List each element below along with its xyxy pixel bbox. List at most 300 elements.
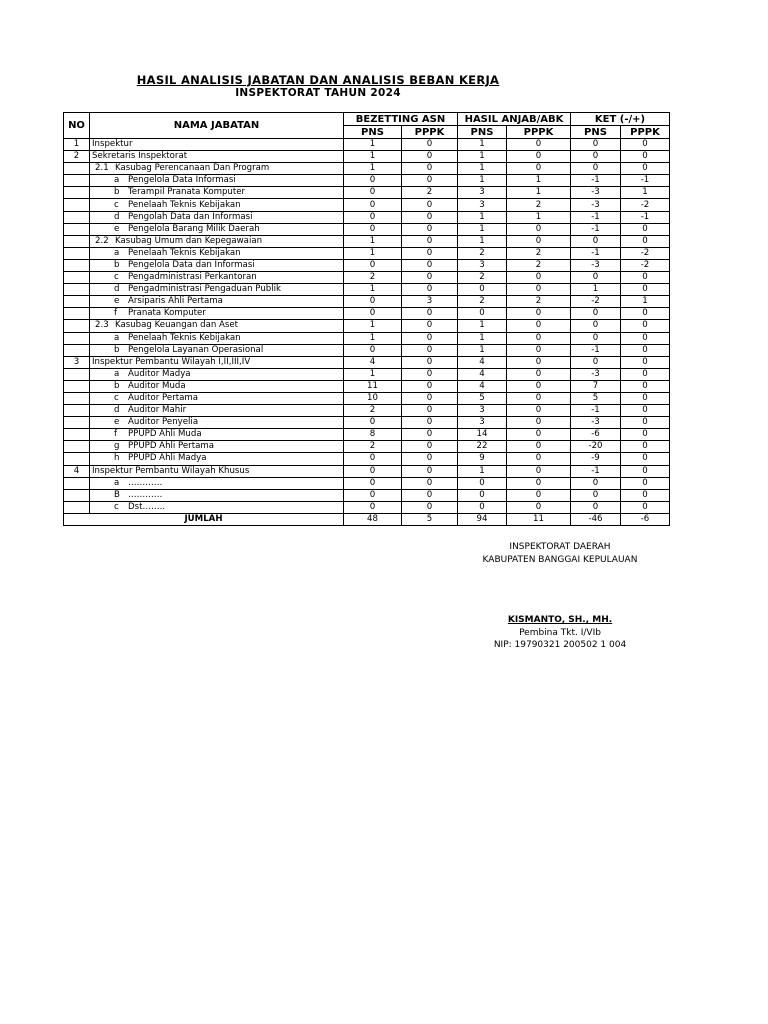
cell-hasil-pppk: 0 <box>507 489 571 501</box>
cell-ket-pns: 0 <box>571 320 621 332</box>
cell-ket-pppk: 0 <box>621 453 670 465</box>
position-name: Penelaah Teknis Kebijakan <box>128 199 241 210</box>
cell-ket-pppk: 0 <box>621 477 670 489</box>
cell-ket-pppk: 0 <box>621 235 670 247</box>
cell-bezetting-pns: 4 <box>344 356 402 368</box>
table-row <box>64 235 670 247</box>
header-hasil: HASIL ANJAB/ABK <box>458 113 571 126</box>
cell-hasil-pns: 1 <box>458 223 507 235</box>
position-name: ………… <box>128 489 163 500</box>
position-name-cell <box>90 405 344 417</box>
row-number <box>64 296 90 308</box>
cell-ket-pns: 0 <box>571 477 621 489</box>
position-name-cell <box>90 465 344 477</box>
header-ket-pppk: PPPK <box>621 126 670 139</box>
cell-bezetting-pns: 1 <box>344 139 402 151</box>
header-bezetting-pppk: PPPK <box>402 126 458 139</box>
cell-bezetting-pns: 10 <box>344 392 402 404</box>
cell-ket-pns: 0 <box>571 272 621 284</box>
cell-hasil-pppk: 0 <box>507 151 571 163</box>
position-name-cell <box>90 175 344 187</box>
position-name: Terampil Pranata Komputer <box>128 187 246 198</box>
position-name: Pengadministrasi Pengaduan Publik <box>128 284 281 295</box>
position-name-cell <box>90 247 344 259</box>
cell-bezetting-pppk: 0 <box>402 465 458 477</box>
position-code: 2.1 <box>95 163 109 174</box>
document-subtitle: INSPEKTORAT TAHUN 2024 <box>235 87 401 99</box>
position-name: PPUPD Ahli Muda <box>128 429 202 440</box>
document-title-text: HASIL ANALISIS JABATAN DAN ANALISIS BEBAN KERJA <box>136 73 500 87</box>
position-name-cell <box>90 392 344 404</box>
table-row <box>64 332 670 344</box>
position-code: b <box>114 187 120 198</box>
cell-hasil-pns: 1 <box>458 139 507 151</box>
cell-bezetting-pppk: 0 <box>402 320 458 332</box>
position-name-cell <box>90 344 344 356</box>
position-name: Dst…….. <box>128 501 166 512</box>
cell-hasil-pppk: 0 <box>507 308 571 320</box>
cell-bezetting-pppk: 0 <box>402 380 458 392</box>
header-ket: KET (-/+) <box>571 113 670 126</box>
cell-bezetting-pns: 0 <box>344 417 402 429</box>
table-row <box>64 380 670 392</box>
cell-hasil-pns: 0 <box>458 501 507 513</box>
cell-bezetting-pns: 0 <box>344 344 402 356</box>
cell-bezetting-pppk: 0 <box>402 284 458 296</box>
cell-hasil-pppk: 0 <box>507 344 571 356</box>
row-number <box>64 211 90 223</box>
table-row <box>64 344 670 356</box>
cell-hasil-pppk: 0 <box>507 417 571 429</box>
cell-hasil-pppk: 0 <box>507 405 571 417</box>
row-number <box>64 163 90 175</box>
cell-ket-pns: -2 <box>571 296 621 308</box>
cell-hasil-pppk: 0 <box>507 139 571 151</box>
cell-hasil-pppk: 2 <box>507 259 571 271</box>
row-number <box>64 477 90 489</box>
cell-hasil-pns: 1 <box>458 320 507 332</box>
cell-bezetting-pppk: 0 <box>402 223 458 235</box>
cell-ket-pns: -1 <box>571 175 621 187</box>
cell-hasil-pppk: 1 <box>507 187 571 199</box>
cell-bezetting-pppk: 0 <box>402 368 458 380</box>
table-row <box>64 368 670 380</box>
cell-bezetting-pns: 1 <box>344 163 402 175</box>
position-name: Kasubag Perencanaan Dan Program <box>115 163 270 174</box>
table-row <box>64 211 670 223</box>
table-row <box>64 187 670 199</box>
row-number <box>64 344 90 356</box>
position-code: e <box>114 223 120 234</box>
cell-ket-pns: -3 <box>571 368 621 380</box>
header-bezetting: BEZETTING ASN <box>344 113 458 126</box>
cell-ket-pns: -3 <box>571 187 621 199</box>
cell-hasil-pppk: 0 <box>507 441 571 453</box>
cell-ket-pppk: 1 <box>621 187 670 199</box>
table-row <box>64 139 670 151</box>
position-name-cell <box>90 332 344 344</box>
cell-hasil-pns: 0 <box>458 489 507 501</box>
row-number <box>64 405 90 417</box>
position-code: a <box>114 368 120 379</box>
cell-bezetting-pns: 0 <box>344 175 402 187</box>
cell-bezetting-pns: 0 <box>344 199 402 211</box>
row-number <box>64 175 90 187</box>
position-code: d <box>114 211 120 222</box>
cell-hasil-pppk: 0 <box>507 477 571 489</box>
position-name: Auditor Penyelia <box>128 417 199 428</box>
cell-bezetting-pppk: 0 <box>402 235 458 247</box>
cell-bezetting-pppk: 0 <box>402 139 458 151</box>
position-code: b <box>114 344 120 355</box>
cell-ket-pppk: 0 <box>621 332 670 344</box>
row-number <box>64 284 90 296</box>
cell-hasil-pppk: 0 <box>507 501 571 513</box>
cell-hasil-pns: 1 <box>458 211 507 223</box>
position-name-cell <box>90 211 344 223</box>
cell-bezetting-pppk: 0 <box>402 308 458 320</box>
total-ket-pns: -46 <box>571 513 621 525</box>
position-name-cell <box>90 380 344 392</box>
cell-bezetting-pppk: 3 <box>402 296 458 308</box>
cell-bezetting-pns: 0 <box>344 211 402 223</box>
cell-bezetting-pns: 2 <box>344 272 402 284</box>
cell-hasil-pppk: 0 <box>507 163 571 175</box>
cell-hasil-pns: 3 <box>458 405 507 417</box>
cell-hasil-pppk: 0 <box>507 235 571 247</box>
cell-ket-pppk: 0 <box>621 465 670 477</box>
cell-bezetting-pppk: 0 <box>402 175 458 187</box>
position-code: f <box>114 429 118 440</box>
cell-hasil-pns: 4 <box>458 368 507 380</box>
cell-ket-pns: -1 <box>571 247 621 259</box>
cell-hasil-pns: 1 <box>458 235 507 247</box>
cell-hasil-pns: 2 <box>458 247 507 259</box>
cell-ket-pppk: 0 <box>621 380 670 392</box>
signature-name: KISMANTO, SH., MH. <box>507 615 613 625</box>
cell-hasil-pns: 0 <box>458 284 507 296</box>
cell-bezetting-pns: 8 <box>344 429 402 441</box>
row-number <box>64 441 90 453</box>
row-number <box>64 489 90 501</box>
cell-bezetting-pns: 1 <box>344 151 402 163</box>
table-row <box>64 429 670 441</box>
table-header-row-1 <box>64 113 670 126</box>
header-hasil-pppk: PPPK <box>507 126 571 139</box>
position-name: Auditor Mahir <box>128 405 187 416</box>
table-row <box>64 441 670 453</box>
row-number: 4 <box>64 465 90 477</box>
cell-bezetting-pns: 0 <box>344 477 402 489</box>
cell-ket-pns: -3 <box>571 417 621 429</box>
table-row <box>64 163 670 175</box>
table-row <box>64 272 670 284</box>
position-name: Inspektur Pembantu Wilayah I,II,III,IV <box>92 356 251 367</box>
row-number <box>64 320 90 332</box>
cell-ket-pns: -3 <box>571 199 621 211</box>
cell-ket-pppk: 0 <box>621 272 670 284</box>
cell-bezetting-pns: 0 <box>344 296 402 308</box>
cell-bezetting-pppk: 0 <box>402 417 458 429</box>
table-row <box>64 477 670 489</box>
cell-hasil-pppk: 1 <box>507 175 571 187</box>
cell-bezetting-pns: 0 <box>344 187 402 199</box>
cell-bezetting-pns: 0 <box>344 453 402 465</box>
cell-hasil-pppk: 0 <box>507 368 571 380</box>
cell-ket-pppk: 1 <box>621 296 670 308</box>
cell-hasil-pppk: 0 <box>507 332 571 344</box>
cell-bezetting-pppk: 0 <box>402 247 458 259</box>
row-number: 2 <box>64 151 90 163</box>
table-row <box>64 284 670 296</box>
cell-ket-pns: 1 <box>571 284 621 296</box>
header-nama-jabatan: NAMA JABATAN <box>90 113 344 139</box>
cell-bezetting-pppk: 0 <box>402 211 458 223</box>
cell-hasil-pppk: 0 <box>507 380 571 392</box>
row-number <box>64 187 90 199</box>
cell-ket-pppk: 0 <box>621 356 670 368</box>
row-number <box>64 199 90 211</box>
cell-hasil-pns: 2 <box>458 296 507 308</box>
position-name: Sekretaris Inspektorat <box>92 151 188 162</box>
cell-hasil-pns: 3 <box>458 259 507 271</box>
cell-bezetting-pns: 0 <box>344 465 402 477</box>
row-number <box>64 392 90 404</box>
row-number <box>64 332 90 344</box>
cell-ket-pns: -1 <box>571 465 621 477</box>
position-name: Pengelola Barang Milik Daerah <box>128 223 260 234</box>
total-ket-pppk: -6 <box>621 513 670 525</box>
cell-ket-pns: -3 <box>571 259 621 271</box>
cell-ket-pppk: -1 <box>621 175 670 187</box>
cell-ket-pppk: -2 <box>621 199 670 211</box>
cell-hasil-pns: 5 <box>458 392 507 404</box>
position-code: a <box>114 175 120 186</box>
cell-bezetting-pppk: 0 <box>402 501 458 513</box>
cell-bezetting-pppk: 0 <box>402 151 458 163</box>
signature-nip: NIP: 19790321 200502 1 004 <box>493 640 627 650</box>
table-row <box>64 489 670 501</box>
cell-bezetting-pppk: 0 <box>402 259 458 271</box>
position-name: Kasubag Umum dan Kepegawaian <box>115 235 263 246</box>
table-row <box>64 259 670 271</box>
table-row <box>64 356 670 368</box>
cell-ket-pppk: -1 <box>621 211 670 223</box>
cell-hasil-pns: 1 <box>458 465 507 477</box>
position-code: 2.2 <box>95 235 109 246</box>
total-label: JUMLAH <box>64 513 344 525</box>
cell-bezetting-pppk: 2 <box>402 187 458 199</box>
cell-ket-pppk: 0 <box>621 223 670 235</box>
cell-hasil-pns: 0 <box>458 308 507 320</box>
position-code: c <box>114 272 119 283</box>
cell-bezetting-pppk: 0 <box>402 489 458 501</box>
cell-ket-pns: 0 <box>571 163 621 175</box>
row-number <box>64 368 90 380</box>
cell-bezetting-pppk: 0 <box>402 199 458 211</box>
cell-ket-pppk: -2 <box>621 259 670 271</box>
position-name-cell <box>90 259 344 271</box>
table-row <box>64 405 670 417</box>
cell-hasil-pppk: 0 <box>507 392 571 404</box>
cell-ket-pns: 0 <box>571 489 621 501</box>
cell-bezetting-pppk: 0 <box>402 453 458 465</box>
row-number: 3 <box>64 356 90 368</box>
cell-bezetting-pns: 2 <box>344 441 402 453</box>
cell-ket-pppk: 0 <box>621 417 670 429</box>
table-row <box>64 308 670 320</box>
table-row <box>64 247 670 259</box>
cell-ket-pns: 0 <box>571 332 621 344</box>
position-name-cell <box>90 308 344 320</box>
header-hasil-pns: PNS <box>458 126 507 139</box>
cell-bezetting-pns: 2 <box>344 405 402 417</box>
table-body <box>64 139 670 514</box>
position-name-cell <box>90 453 344 465</box>
cell-ket-pns: 5 <box>571 392 621 404</box>
cell-bezetting-pns: 0 <box>344 259 402 271</box>
table-row <box>64 151 670 163</box>
cell-ket-pppk: 0 <box>621 441 670 453</box>
cell-bezetting-pppk: 0 <box>402 477 458 489</box>
table-row <box>64 453 670 465</box>
cell-hasil-pns: 1 <box>458 151 507 163</box>
cell-hasil-pns: 3 <box>458 187 507 199</box>
cell-ket-pppk: 0 <box>621 405 670 417</box>
position-name: Pranata Komputer <box>128 308 206 319</box>
cell-hasil-pppk: 0 <box>507 284 571 296</box>
position-name: Arsiparis Ahli Pertama <box>128 296 223 307</box>
analysis-table <box>63 112 670 526</box>
cell-ket-pppk: -2 <box>621 247 670 259</box>
row-number <box>64 380 90 392</box>
cell-bezetting-pns: 1 <box>344 284 402 296</box>
header-ket-pns: PNS <box>571 126 621 139</box>
cell-hasil-pns: 9 <box>458 453 507 465</box>
row-number: 1 <box>64 139 90 151</box>
cell-ket-pns: 0 <box>571 139 621 151</box>
cell-hasil-pns: 3 <box>458 199 507 211</box>
cell-hasil-pppk: 2 <box>507 296 571 308</box>
cell-bezetting-pppk: 0 <box>402 429 458 441</box>
cell-bezetting-pns: 1 <box>344 235 402 247</box>
cell-hasil-pns: 0 <box>458 477 507 489</box>
position-name-cell <box>90 272 344 284</box>
position-code: g <box>114 441 120 452</box>
position-name: Pengolah Data dan Informasi <box>128 211 253 222</box>
position-name: Inspektur Pembantu Wilayah Khusus <box>92 465 250 476</box>
signature-org-line1: INSPEKTORAT DAERAH <box>509 542 611 552</box>
cell-hasil-pppk: 1 <box>507 211 571 223</box>
cell-bezetting-pppk: 0 <box>402 332 458 344</box>
table-row <box>64 223 670 235</box>
cell-ket-pppk: 0 <box>621 429 670 441</box>
header-no: NO <box>64 113 90 139</box>
position-name-cell <box>90 139 344 151</box>
position-name-cell <box>90 429 344 441</box>
position-name: PPUPD Ahli Pertama <box>128 441 214 452</box>
position-name-cell <box>90 356 344 368</box>
cell-ket-pns: 7 <box>571 380 621 392</box>
cell-ket-pppk: 0 <box>621 163 670 175</box>
cell-hasil-pns: 1 <box>458 175 507 187</box>
cell-bezetting-pns: 0 <box>344 223 402 235</box>
table-row <box>64 392 670 404</box>
cell-ket-pppk: 0 <box>621 151 670 163</box>
row-number <box>64 429 90 441</box>
cell-hasil-pns: 4 <box>458 356 507 368</box>
cell-bezetting-pns: 1 <box>344 368 402 380</box>
cell-bezetting-pppk: 0 <box>402 344 458 356</box>
cell-ket-pns: 0 <box>571 501 621 513</box>
row-number <box>64 223 90 235</box>
position-name-cell <box>90 151 344 163</box>
cell-ket-pppk: 0 <box>621 344 670 356</box>
cell-ket-pppk: 0 <box>621 139 670 151</box>
cell-ket-pns: -1 <box>571 223 621 235</box>
row-number <box>64 272 90 284</box>
position-name-cell <box>90 284 344 296</box>
position-name-cell <box>90 320 344 332</box>
cell-hasil-pppk: 2 <box>507 199 571 211</box>
cell-bezetting-pppk: 0 <box>402 441 458 453</box>
cell-bezetting-pppk: 0 <box>402 272 458 284</box>
position-code: f <box>114 308 118 319</box>
cell-hasil-pns: 2 <box>458 272 507 284</box>
cell-ket-pns: -1 <box>571 211 621 223</box>
cell-ket-pppk: 0 <box>621 308 670 320</box>
cell-hasil-pppk: 0 <box>507 223 571 235</box>
position-name-cell <box>90 296 344 308</box>
position-name-cell <box>90 489 344 501</box>
cell-bezetting-pns: 0 <box>344 501 402 513</box>
cell-bezetting-pppk: 0 <box>402 405 458 417</box>
position-name-cell <box>90 441 344 453</box>
position-name-cell <box>90 235 344 247</box>
position-name: Pengelola Layanan Operasional <box>128 344 264 355</box>
position-name: Auditor Muda <box>128 380 186 391</box>
total-row <box>64 513 670 525</box>
table-row <box>64 175 670 187</box>
cell-hasil-pns: 3 <box>458 417 507 429</box>
position-code: B <box>114 489 120 500</box>
cell-hasil-pppk: 0 <box>507 272 571 284</box>
row-number <box>64 235 90 247</box>
position-name: Kasubag Keuangan dan Aset <box>115 320 239 331</box>
table-row <box>64 465 670 477</box>
position-name-cell <box>90 163 344 175</box>
cell-ket-pns: 0 <box>571 356 621 368</box>
position-code: d <box>114 405 120 416</box>
cell-ket-pns: -20 <box>571 441 621 453</box>
cell-bezetting-pppk: 0 <box>402 163 458 175</box>
position-code: e <box>114 296 120 307</box>
cell-ket-pns: -6 <box>571 429 621 441</box>
position-name: Pengelola Data dan Informasi <box>128 259 255 270</box>
cell-hasil-pns: 4 <box>458 380 507 392</box>
cell-ket-pppk: 0 <box>621 284 670 296</box>
cell-ket-pns: -1 <box>571 344 621 356</box>
cell-ket-pppk: 0 <box>621 368 670 380</box>
position-code: h <box>114 453 120 464</box>
total-bezetting-pns: 48 <box>344 513 402 525</box>
cell-hasil-pppk: 0 <box>507 429 571 441</box>
position-name-cell <box>90 477 344 489</box>
position-code: d <box>114 284 120 295</box>
position-name: Inspektur <box>92 139 133 150</box>
cell-bezetting-pns: 11 <box>344 380 402 392</box>
position-code: e <box>114 417 120 428</box>
